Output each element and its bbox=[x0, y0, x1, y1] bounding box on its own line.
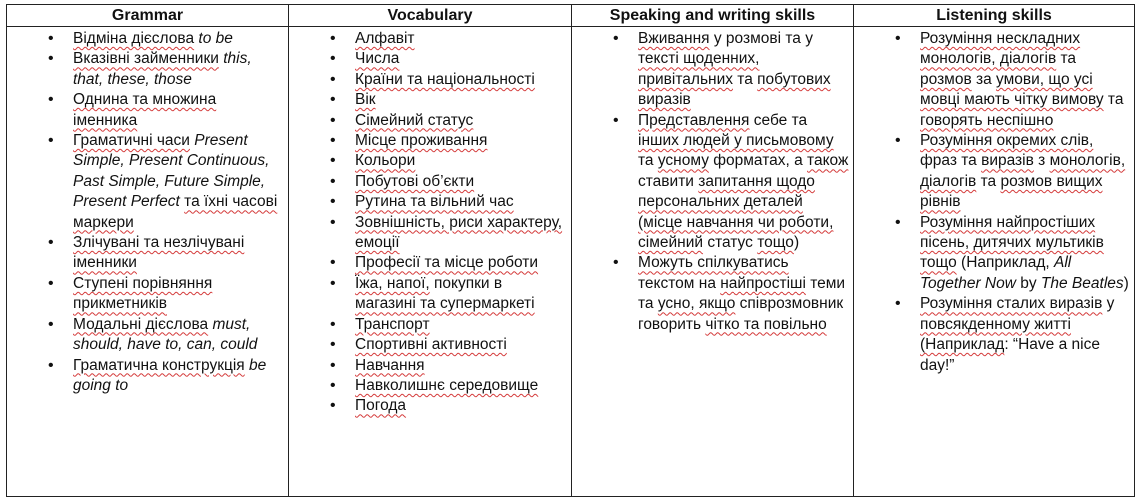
list-item-text: виразів bbox=[981, 152, 1034, 170]
list-item-text: Модальні дієслова bbox=[73, 315, 209, 333]
list-item-text: фраз та bbox=[920, 152, 982, 170]
list-item-text: Ступені порівняння прикметників bbox=[73, 274, 213, 313]
list-item-text: усно, якщо bbox=[657, 295, 736, 313]
list-item bbox=[73, 315, 284, 356]
vocabulary-cell bbox=[289, 27, 572, 497]
list-item bbox=[355, 111, 567, 131]
grammar-cell bbox=[7, 27, 289, 497]
list-item bbox=[355, 335, 567, 355]
list-item bbox=[920, 294, 1130, 376]
list-item bbox=[920, 131, 1130, 213]
header-listening: Listening skills bbox=[854, 5, 1135, 27]
speaking-writing-cell bbox=[572, 27, 854, 497]
list-item-text: : “Have a nice day!” bbox=[920, 336, 1100, 374]
list-item bbox=[355, 151, 567, 171]
list-item bbox=[73, 49, 284, 90]
list-item-text: Спортивні активності bbox=[355, 336, 507, 354]
list-item-text: Алфавіт bbox=[355, 30, 415, 47]
list-item-text: та bbox=[1056, 50, 1077, 68]
list-item bbox=[355, 172, 567, 192]
list-item bbox=[355, 376, 567, 396]
list-item-text: Навколишнє середовище bbox=[355, 376, 539, 394]
list-item bbox=[73, 131, 284, 233]
list-item-text: Вказівні займенники bbox=[73, 50, 219, 68]
list-item-text: Present Simple, Present Continuous, Past Simple, Future Simple, Present Perfect bbox=[73, 132, 270, 211]
curriculum-table bbox=[6, 4, 1135, 497]
list-item-text: be going to bbox=[73, 356, 267, 394]
list-item-text: та bbox=[732, 70, 758, 88]
list-item-text: розмов bbox=[920, 70, 972, 88]
list-item-text: Граматичні часи bbox=[73, 132, 190, 150]
list-item-text: теми та bbox=[638, 274, 846, 313]
list-item-text: by bbox=[1015, 274, 1041, 292]
list-item bbox=[355, 253, 567, 273]
list-item-text: ставити bbox=[638, 172, 699, 190]
list-item bbox=[355, 356, 567, 376]
list-item-text: Навчання bbox=[355, 356, 425, 374]
list-item-text: у bbox=[1102, 295, 1115, 313]
list-item-text: this, that, these, those bbox=[73, 50, 252, 88]
list-item-text: текстом на bbox=[638, 274, 721, 292]
list-item bbox=[355, 70, 567, 90]
list-item-text: ) bbox=[1123, 274, 1129, 292]
list-item-text: Можуть спілкуватись bbox=[638, 254, 789, 272]
list-item-text: себе та bbox=[749, 111, 808, 129]
list-item-text: Зовнішність, риси характеру, емоції bbox=[355, 213, 563, 252]
list-item bbox=[355, 274, 567, 315]
list-item bbox=[355, 49, 567, 69]
list-item bbox=[73, 29, 284, 49]
list-item-text: Розуміння окремих слів, bbox=[920, 132, 1094, 150]
list-item-text: з bbox=[1033, 152, 1050, 170]
list-item-text: Однина та множина іменника bbox=[73, 91, 217, 129]
list-item-text: найпростіші bbox=[720, 274, 806, 292]
header-vocabulary: Vocabulary bbox=[289, 5, 572, 27]
header-row bbox=[7, 5, 1135, 27]
list-item bbox=[638, 111, 849, 254]
list-item-text: Розуміння сталих виразів bbox=[920, 295, 1103, 313]
list-item bbox=[638, 253, 849, 335]
listening-cell bbox=[854, 27, 1135, 497]
list-item-text: Граматична конструкція bbox=[73, 356, 245, 374]
list-item-text: форматах, а bbox=[708, 152, 808, 170]
list-item-text: статус bbox=[703, 234, 758, 252]
list-item-text: The Beatles bbox=[1040, 274, 1124, 292]
list-item-text: говорять неспішно bbox=[920, 111, 1054, 129]
list-item bbox=[355, 315, 567, 335]
list-item-text: Вживання bbox=[638, 30, 710, 47]
list-item-text: Відміна дієслова bbox=[73, 30, 195, 47]
list-item bbox=[920, 29, 1130, 131]
list-item-text: тексті щоденних, привітальних bbox=[638, 50, 760, 88]
list-item-text: Вік bbox=[355, 91, 376, 109]
list-item-text: тощо bbox=[757, 234, 794, 252]
list-item bbox=[73, 233, 284, 274]
listening-list bbox=[854, 29, 1130, 376]
header-grammar: Grammar bbox=[7, 5, 289, 27]
header-speaking-writing: Speaking and writing skills bbox=[572, 5, 854, 27]
list-item-text: розмов вищих рівнів bbox=[920, 172, 1103, 211]
list-item-text: запитання щодо персональних деталей (місце навчання чи роботи, сімейний bbox=[638, 172, 834, 252]
list-item-text: інших людей у письмовому bbox=[638, 132, 834, 150]
list-item bbox=[355, 396, 567, 416]
list-item-text: Числа bbox=[355, 50, 400, 68]
list-item bbox=[638, 29, 849, 111]
list-item-text: Сімейний статус bbox=[355, 111, 474, 129]
list-item-text: Розуміння нескладних монологів, діалогів bbox=[920, 30, 1081, 68]
list-item-text: Країни та національності bbox=[355, 70, 535, 88]
list-item-text: покупки в bbox=[429, 274, 503, 292]
list-item-text: ) bbox=[793, 234, 800, 252]
list-item-text: Побутові об’єкти bbox=[355, 172, 475, 190]
speaking-writing-list bbox=[572, 29, 849, 335]
list-item-text: All Together Now bbox=[920, 254, 1072, 292]
list-item-text: must, should, have to, can, could bbox=[73, 315, 258, 354]
list-item bbox=[355, 213, 567, 254]
list-item bbox=[355, 90, 567, 110]
list-item bbox=[73, 90, 284, 131]
list-item-text: Представлення bbox=[638, 111, 750, 129]
list-item-text: Розуміння найпростіших пісень, дитячих мультиків тощо bbox=[920, 213, 1104, 272]
list-item-text: Рутина та вільний час bbox=[355, 193, 514, 211]
list-item-text: також bbox=[807, 152, 849, 170]
grammar-list bbox=[7, 29, 284, 396]
list-item-text: та bbox=[976, 172, 1001, 190]
list-item-text: магазині та супермаркеті bbox=[355, 295, 535, 313]
list-item-text: та bbox=[638, 152, 658, 170]
list-item-text: умови, що усі мовці мають чітку вимову bbox=[920, 70, 1104, 109]
list-item-text: та bbox=[1103, 91, 1124, 109]
list-item-text: усному bbox=[657, 152, 709, 170]
list-item-text: Їжа, напої, bbox=[355, 274, 430, 292]
list-item-text: повсякденному житті (Наприклад bbox=[920, 315, 1071, 354]
list-item bbox=[73, 356, 284, 397]
list-item-text: Місце проживання bbox=[355, 132, 488, 150]
list-item bbox=[355, 131, 567, 151]
list-item bbox=[73, 274, 284, 315]
list-item-text: за bbox=[971, 70, 997, 88]
list-item-text: та їхні часові маркери bbox=[73, 193, 278, 231]
list-item bbox=[355, 29, 567, 49]
list-item-text: Кольори bbox=[355, 152, 416, 170]
list-item-text: співрозмовник говорить bbox=[638, 295, 844, 333]
list-item-text: чітко та повільно bbox=[705, 315, 827, 333]
list-item bbox=[920, 213, 1130, 295]
list-item-text: (Наприклад, bbox=[956, 254, 1054, 272]
content-row bbox=[7, 27, 1135, 497]
vocabulary-list bbox=[289, 29, 567, 417]
list-item-text: монологів, діалогів bbox=[920, 152, 1126, 190]
list-item-text: to be bbox=[198, 30, 233, 47]
list-item-text: у розмові та у bbox=[709, 30, 813, 47]
list-item-text: побутових виразів bbox=[638, 70, 831, 109]
list-item-text: Погода bbox=[355, 397, 407, 415]
list-item-text: Злічувані та незлічувані іменники bbox=[73, 234, 245, 272]
list-item bbox=[355, 192, 567, 212]
list-item-text: Професії та місце роботи bbox=[355, 254, 539, 272]
list-item-text: Транспорт bbox=[355, 315, 430, 333]
